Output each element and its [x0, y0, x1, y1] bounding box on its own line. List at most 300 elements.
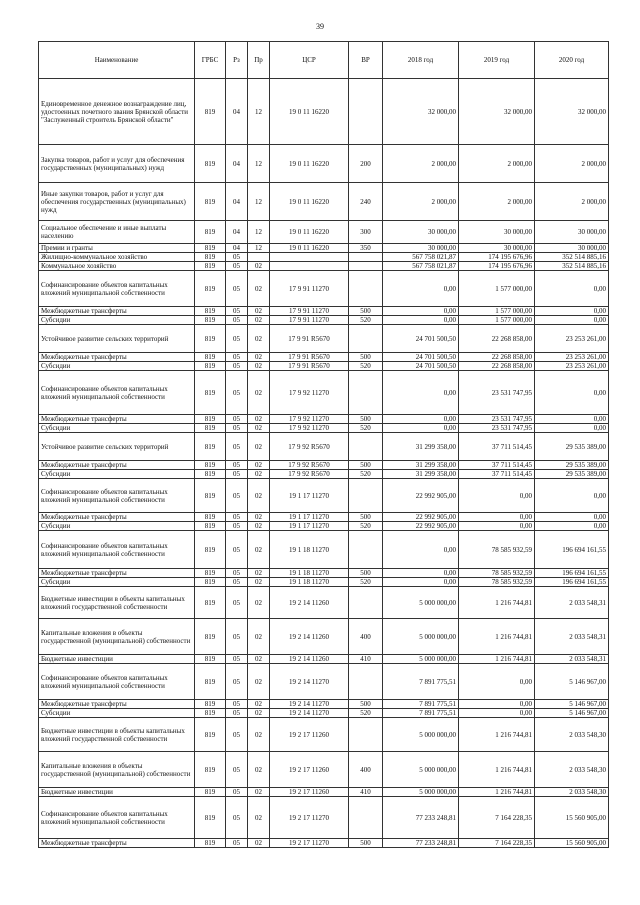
cell-2018: 24 701 500,50 — [383, 325, 459, 353]
cell-grbs: 819 — [195, 362, 226, 371]
cell-2018: 24 701 500,50 — [383, 353, 459, 362]
cell-grbs: 819 — [195, 183, 226, 221]
cell-2019: 0,00 — [459, 479, 535, 513]
cell-pr: 02 — [248, 569, 270, 578]
cell-rz: 05 — [226, 513, 248, 522]
cell-2018: 0,00 — [383, 316, 459, 325]
cell-pr: 02 — [248, 424, 270, 433]
cell-2019: 37 711 514,45 — [459, 470, 535, 479]
cell-vr: 410 — [349, 655, 383, 664]
cell-vr: 200 — [349, 145, 383, 183]
cell-2018: 0,00 — [383, 271, 459, 307]
cell-pr: 02 — [248, 271, 270, 307]
cell-name: Межбюджетные трансферты — [39, 700, 195, 709]
cell-name: Капитальные вложения в объекты государственной (муниципальной) собственности — [39, 752, 195, 788]
cell-vr — [349, 718, 383, 752]
cell-csr: 17 9 91 R5670 — [270, 325, 349, 353]
cell-grbs: 819 — [195, 700, 226, 709]
cell-2020: 0,00 — [535, 307, 609, 316]
cell-rz: 05 — [226, 797, 248, 839]
table-row — [39, 569, 609, 578]
cell-2018: 30 000,00 — [383, 221, 459, 244]
cell-rz: 05 — [226, 752, 248, 788]
cell-2020: 5 146 967,00 — [535, 700, 609, 709]
cell-2018: 0,00 — [383, 578, 459, 587]
cell-rz: 05 — [226, 362, 248, 371]
cell-rz: 05 — [226, 271, 248, 307]
cell-name: Субсидии — [39, 470, 195, 479]
table-row — [39, 531, 609, 569]
cell-vr: 500 — [349, 353, 383, 362]
cell-name: Софинансирование объектов капитальных вложений муниципальной собственности — [39, 531, 195, 569]
cell-name: Межбюджетные трансферты — [39, 415, 195, 424]
cell-2018: 567 758 021,87 — [383, 253, 459, 262]
cell-name: Субсидии — [39, 316, 195, 325]
cell-vr — [349, 531, 383, 569]
cell-2020: 352 514 885,16 — [535, 262, 609, 271]
cell-rz: 05 — [226, 307, 248, 316]
cell-2019: 7 164 228,35 — [459, 839, 535, 848]
table-row — [39, 522, 609, 531]
cell-2020: 23 253 261,00 — [535, 325, 609, 353]
cell-csr: 19 0 11 16220 — [270, 244, 349, 253]
cell-pr: 02 — [248, 788, 270, 797]
cell-grbs: 819 — [195, 513, 226, 522]
cell-2020: 30 000,00 — [535, 244, 609, 253]
cell-csr: 19 2 14 11270 — [270, 709, 349, 718]
cell-csr: 19 2 14 11260 — [270, 619, 349, 655]
cell-pr: 02 — [248, 371, 270, 415]
cell-vr — [349, 253, 383, 262]
cell-pr: 02 — [248, 578, 270, 587]
cell-grbs: 819 — [195, 470, 226, 479]
cell-2019: 2 000,00 — [459, 183, 535, 221]
cell-2020: 2 000,00 — [535, 183, 609, 221]
cell-rz: 05 — [226, 709, 248, 718]
table-row — [39, 307, 609, 316]
header-2019: 2019 год — [459, 42, 535, 79]
cell-pr: 02 — [248, 470, 270, 479]
cell-2020: 0,00 — [535, 271, 609, 307]
table-row — [39, 718, 609, 752]
cell-2019: 174 195 676,96 — [459, 253, 535, 262]
cell-csr: 19 1 17 11270 — [270, 513, 349, 522]
cell-2018: 0,00 — [383, 531, 459, 569]
cell-rz: 04 — [226, 221, 248, 244]
header-name: Наименование — [39, 42, 195, 79]
cell-2018: 7 891 775,51 — [383, 664, 459, 700]
cell-name: Бюджетные инвестиции — [39, 788, 195, 797]
cell-name: Субсидии — [39, 522, 195, 531]
cell-vr — [349, 433, 383, 461]
cell-2018: 5 000 000,00 — [383, 619, 459, 655]
cell-csr: 17 9 91 11270 — [270, 316, 349, 325]
cell-vr: 500 — [349, 415, 383, 424]
cell-vr: 520 — [349, 316, 383, 325]
cell-pr: 02 — [248, 325, 270, 353]
cell-pr: 02 — [248, 461, 270, 470]
cell-2019: 1 216 744,81 — [459, 718, 535, 752]
cell-csr: 19 0 11 16220 — [270, 221, 349, 244]
table-row — [39, 325, 609, 353]
cell-pr: 02 — [248, 718, 270, 752]
cell-rz: 05 — [226, 316, 248, 325]
cell-name: Субсидии — [39, 424, 195, 433]
cell-grbs: 819 — [195, 461, 226, 470]
cell-name: Закупка товаров, работ и услуг для обеспечения государственных (муниципальных) нужд — [39, 145, 195, 183]
cell-rz: 05 — [226, 718, 248, 752]
table-row — [39, 253, 609, 262]
cell-csr — [270, 262, 349, 271]
header-grbs: ГРБС — [195, 42, 226, 79]
table-row — [39, 709, 609, 718]
cell-grbs: 819 — [195, 531, 226, 569]
cell-csr: 19 0 11 16220 — [270, 145, 349, 183]
table-row — [39, 797, 609, 839]
cell-pr: 02 — [248, 752, 270, 788]
cell-2019: 23 531 747,95 — [459, 371, 535, 415]
cell-csr: 19 2 17 11260 — [270, 752, 349, 788]
cell-vr: 500 — [349, 569, 383, 578]
cell-2018: 30 000,00 — [383, 244, 459, 253]
cell-vr — [349, 371, 383, 415]
cell-2019: 23 531 747,95 — [459, 424, 535, 433]
cell-vr: 400 — [349, 752, 383, 788]
cell-rz: 05 — [226, 522, 248, 531]
cell-2020: 2 000,00 — [535, 145, 609, 183]
cell-vr — [349, 325, 383, 353]
table-row — [39, 664, 609, 700]
table-row — [39, 271, 609, 307]
cell-vr: 400 — [349, 619, 383, 655]
cell-csr: 19 2 14 11260 — [270, 655, 349, 664]
cell-csr: 19 2 17 11270 — [270, 797, 349, 839]
cell-rz: 05 — [226, 461, 248, 470]
cell-2018: 0,00 — [383, 307, 459, 316]
cell-csr: 19 2 17 11270 — [270, 839, 349, 848]
cell-grbs: 819 — [195, 619, 226, 655]
cell-2019: 0,00 — [459, 709, 535, 718]
cell-vr: 520 — [349, 470, 383, 479]
cell-rz: 05 — [226, 619, 248, 655]
cell-2018: 567 758 021,87 — [383, 262, 459, 271]
cell-2018: 22 992 905,00 — [383, 522, 459, 531]
cell-2018: 7 891 775,51 — [383, 709, 459, 718]
cell-2020: 15 560 905,00 — [535, 797, 609, 839]
cell-2020: 196 694 161,55 — [535, 578, 609, 587]
cell-rz: 05 — [226, 569, 248, 578]
cell-rz: 05 — [226, 424, 248, 433]
cell-grbs: 819 — [195, 433, 226, 461]
cell-2019: 78 585 932,59 — [459, 569, 535, 578]
cell-csr — [270, 253, 349, 262]
cell-2020: 2 033 548,31 — [535, 587, 609, 619]
cell-2018: 5 000 000,00 — [383, 655, 459, 664]
table-row — [39, 371, 609, 415]
header-2018: 2018 год — [383, 42, 459, 79]
cell-rz: 04 — [226, 244, 248, 253]
cell-vr — [349, 271, 383, 307]
cell-pr: 12 — [248, 145, 270, 183]
cell-vr: 520 — [349, 424, 383, 433]
cell-grbs: 819 — [195, 839, 226, 848]
cell-2020: 29 535 389,00 — [535, 433, 609, 461]
cell-pr: 12 — [248, 79, 270, 145]
table-row — [39, 479, 609, 513]
cell-rz: 05 — [226, 479, 248, 513]
cell-name: Софинансирование объектов капитальных вложений муниципальной собственности — [39, 479, 195, 513]
cell-2018: 0,00 — [383, 424, 459, 433]
cell-2018: 22 992 905,00 — [383, 479, 459, 513]
cell-2019: 22 268 858,00 — [459, 353, 535, 362]
cell-csr: 19 2 14 11270 — [270, 664, 349, 700]
cell-csr: 17 9 92 R5670 — [270, 461, 349, 470]
cell-2019: 0,00 — [459, 522, 535, 531]
table-row — [39, 788, 609, 797]
cell-vr: 520 — [349, 522, 383, 531]
cell-name: Софинансирование объектов капитальных вложений муниципальной собственности — [39, 664, 195, 700]
cell-2020: 0,00 — [535, 371, 609, 415]
cell-grbs: 819 — [195, 307, 226, 316]
cell-vr: 300 — [349, 221, 383, 244]
cell-2018: 5 000 000,00 — [383, 788, 459, 797]
cell-csr: 17 9 92 R5670 — [270, 470, 349, 479]
cell-vr: 500 — [349, 513, 383, 522]
cell-2020: 352 514 885,16 — [535, 253, 609, 262]
cell-name: Межбюджетные трансферты — [39, 353, 195, 362]
cell-2019: 0,00 — [459, 513, 535, 522]
cell-name: Межбюджетные трансферты — [39, 569, 195, 578]
cell-2018: 5 000 000,00 — [383, 718, 459, 752]
table-row — [39, 79, 609, 145]
table-row — [39, 587, 609, 619]
table-row — [39, 262, 609, 271]
cell-csr: 19 0 11 16220 — [270, 79, 349, 145]
cell-rz: 05 — [226, 788, 248, 797]
cell-name: Единовременное денежное вознаграждение лиц, удостоенных почетного звания Брянской области "Заслуженный строитель Брянской области" — [39, 79, 195, 145]
cell-grbs: 819 — [195, 569, 226, 578]
cell-2018: 77 233 248,81 — [383, 839, 459, 848]
cell-2019: 2 000,00 — [459, 145, 535, 183]
cell-pr: 02 — [248, 655, 270, 664]
cell-csr: 17 9 91 11270 — [270, 307, 349, 316]
cell-2018: 22 992 905,00 — [383, 513, 459, 522]
cell-2019: 174 195 676,96 — [459, 262, 535, 271]
cell-pr: 02 — [248, 664, 270, 700]
cell-pr: 02 — [248, 479, 270, 513]
cell-name: Капитальные вложения в объекты государственной (муниципальной) собственности — [39, 619, 195, 655]
cell-2020: 30 000,00 — [535, 221, 609, 244]
cell-grbs: 819 — [195, 522, 226, 531]
header-vr: ВР — [349, 42, 383, 79]
cell-vr: 520 — [349, 578, 383, 587]
cell-pr: 02 — [248, 433, 270, 461]
table-header-row — [39, 42, 609, 79]
cell-name: Субсидии — [39, 362, 195, 371]
cell-grbs: 819 — [195, 353, 226, 362]
cell-pr: 02 — [248, 353, 270, 362]
cell-2018: 0,00 — [383, 569, 459, 578]
cell-rz: 05 — [226, 839, 248, 848]
cell-2019: 32 000,00 — [459, 79, 535, 145]
cell-vr: 350 — [349, 244, 383, 253]
cell-2020: 23 253 261,00 — [535, 362, 609, 371]
cell-csr: 19 2 14 11270 — [270, 700, 349, 709]
table-row — [39, 415, 609, 424]
cell-rz: 05 — [226, 353, 248, 362]
cell-name: Субсидии — [39, 578, 195, 587]
cell-pr — [248, 253, 270, 262]
cell-grbs: 819 — [195, 578, 226, 587]
table-row — [39, 470, 609, 479]
header-2020: 2020 год — [535, 42, 609, 79]
cell-vr — [349, 587, 383, 619]
cell-2018: 7 891 775,51 — [383, 700, 459, 709]
cell-grbs: 819 — [195, 709, 226, 718]
cell-grbs: 819 — [195, 718, 226, 752]
cell-2019: 1 216 744,81 — [459, 655, 535, 664]
cell-name: Устойчивое развитие сельских территорий — [39, 325, 195, 353]
cell-2019: 1 216 744,81 — [459, 587, 535, 619]
cell-vr — [349, 479, 383, 513]
cell-2018: 32 000,00 — [383, 79, 459, 145]
table-row — [39, 461, 609, 470]
cell-2020: 29 535 389,00 — [535, 461, 609, 470]
cell-2020: 2 033 548,30 — [535, 788, 609, 797]
cell-name: Софинансирование объектов капитальных вложений муниципальной собственности — [39, 797, 195, 839]
cell-vr: 520 — [349, 709, 383, 718]
cell-grbs: 819 — [195, 797, 226, 839]
cell-name: Субсидии — [39, 709, 195, 718]
cell-vr: 500 — [349, 307, 383, 316]
cell-name: Устойчивое развитие сельских территорий — [39, 433, 195, 461]
cell-pr: 12 — [248, 221, 270, 244]
cell-vr — [349, 262, 383, 271]
cell-pr: 02 — [248, 316, 270, 325]
cell-2019: 1 577 000,00 — [459, 307, 535, 316]
cell-name: Межбюджетные трансферты — [39, 839, 195, 848]
cell-2020: 0,00 — [535, 522, 609, 531]
cell-name: Премии и гранты — [39, 244, 195, 253]
cell-csr: 19 2 14 11260 — [270, 587, 349, 619]
budget-table — [38, 41, 609, 848]
cell-2020: 0,00 — [535, 316, 609, 325]
cell-2018: 31 299 358,00 — [383, 461, 459, 470]
cell-2020: 29 535 389,00 — [535, 470, 609, 479]
cell-csr: 19 2 17 11260 — [270, 718, 349, 752]
cell-grbs: 819 — [195, 316, 226, 325]
cell-name: Софинансирование объектов капитальных вложений муниципальной собственности — [39, 371, 195, 415]
cell-2020: 0,00 — [535, 513, 609, 522]
cell-grbs: 819 — [195, 664, 226, 700]
cell-2020: 2 033 548,31 — [535, 619, 609, 655]
cell-vr — [349, 664, 383, 700]
table-row — [39, 183, 609, 221]
cell-rz: 05 — [226, 253, 248, 262]
cell-csr: 19 1 18 11270 — [270, 531, 349, 569]
cell-rz: 05 — [226, 262, 248, 271]
table-row — [39, 433, 609, 461]
table-row — [39, 244, 609, 253]
cell-vr: 240 — [349, 183, 383, 221]
cell-rz: 04 — [226, 145, 248, 183]
cell-2018: 77 233 248,81 — [383, 797, 459, 839]
cell-name: Межбюджетные трансферты — [39, 307, 195, 316]
cell-csr: 19 1 17 11270 — [270, 479, 349, 513]
cell-pr: 02 — [248, 797, 270, 839]
cell-2019: 1 216 744,81 — [459, 752, 535, 788]
cell-name: Жилищно-коммунальное хозяйство — [39, 253, 195, 262]
cell-csr: 17 9 91 R5670 — [270, 362, 349, 371]
cell-2020: 15 560 905,00 — [535, 839, 609, 848]
cell-rz: 04 — [226, 79, 248, 145]
cell-2019: 1 216 744,81 — [459, 788, 535, 797]
cell-2019: 0,00 — [459, 664, 535, 700]
cell-csr: 17 9 91 R5670 — [270, 353, 349, 362]
table-row — [39, 578, 609, 587]
cell-csr: 17 9 92 11270 — [270, 371, 349, 415]
header-pr: Пр — [248, 42, 270, 79]
cell-2020: 32 000,00 — [535, 79, 609, 145]
cell-pr: 02 — [248, 307, 270, 316]
cell-grbs: 819 — [195, 145, 226, 183]
cell-rz: 05 — [226, 700, 248, 709]
cell-2020: 2 033 548,31 — [535, 655, 609, 664]
table-row — [39, 752, 609, 788]
cell-name: Социальное обеспечение и иные выплаты населению — [39, 221, 195, 244]
cell-2019: 22 268 858,00 — [459, 325, 535, 353]
cell-grbs: 819 — [195, 415, 226, 424]
cell-csr: 19 2 17 11260 — [270, 788, 349, 797]
table-row — [39, 424, 609, 433]
cell-2020: 0,00 — [535, 479, 609, 513]
cell-rz: 05 — [226, 578, 248, 587]
cell-rz: 05 — [226, 655, 248, 664]
cell-pr: 02 — [248, 709, 270, 718]
cell-pr: 12 — [248, 183, 270, 221]
cell-grbs: 819 — [195, 479, 226, 513]
cell-2018: 24 701 500,50 — [383, 362, 459, 371]
cell-rz: 05 — [226, 415, 248, 424]
cell-pr: 02 — [248, 619, 270, 655]
cell-2018: 31 299 358,00 — [383, 433, 459, 461]
cell-csr: 17 9 92 11270 — [270, 415, 349, 424]
cell-2020: 196 694 161,55 — [535, 569, 609, 578]
cell-pr: 12 — [248, 244, 270, 253]
cell-name: Иные закупки товаров, работ и услуг для обеспечения государственных (муниципальных) нужд — [39, 183, 195, 221]
cell-name: Бюджетные инвестиции в объекты капитальных вложений государственной собственности — [39, 587, 195, 619]
cell-2019: 7 164 228,35 — [459, 797, 535, 839]
cell-grbs: 819 — [195, 262, 226, 271]
cell-pr: 02 — [248, 513, 270, 522]
cell-name: Бюджетные инвестиции в объекты капитальных вложений государственной собственности — [39, 718, 195, 752]
table-row — [39, 362, 609, 371]
cell-vr: 500 — [349, 839, 383, 848]
cell-csr: 19 1 18 11270 — [270, 578, 349, 587]
cell-rz: 05 — [226, 587, 248, 619]
table-row — [39, 221, 609, 244]
cell-rz: 04 — [226, 183, 248, 221]
cell-name: Бюджетные инвестиции — [39, 655, 195, 664]
cell-2019: 37 711 514,45 — [459, 433, 535, 461]
table-row — [39, 619, 609, 655]
cell-grbs: 819 — [195, 655, 226, 664]
cell-grbs: 819 — [195, 424, 226, 433]
header-rz: Рз — [226, 42, 248, 79]
cell-grbs: 819 — [195, 244, 226, 253]
cell-csr: 17 9 92 R5670 — [270, 433, 349, 461]
cell-pr: 02 — [248, 262, 270, 271]
